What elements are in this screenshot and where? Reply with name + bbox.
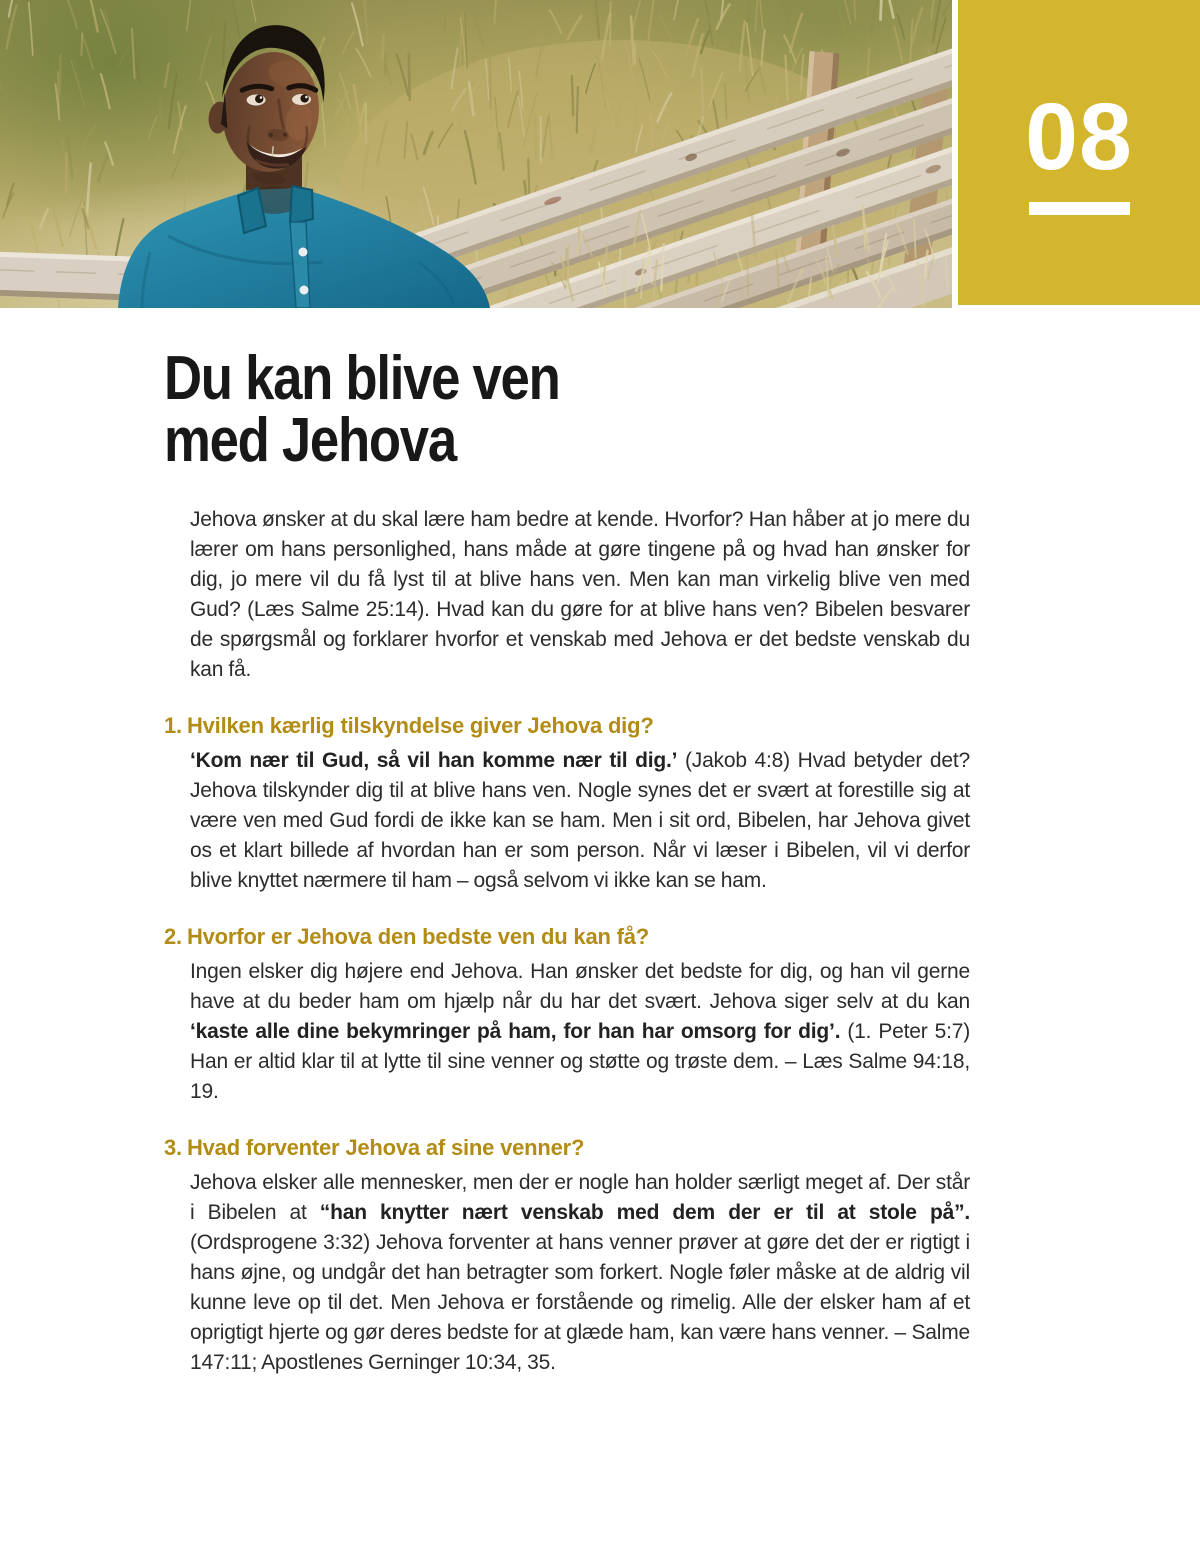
page-title-line-2: med Jehova — [164, 406, 456, 475]
question-1-text: Hvilken kærlig tilskyndelse giver Jehova dig? — [186, 713, 654, 738]
question-3-text: Hvad forventer Jehova af sine venner? — [186, 1135, 585, 1160]
intro-paragraph: Jehova ønsker at du skal lære ham bedre at kende. Hvorfor? Han håber at jo mere du lærer om hans personlighed, hans måde at gøre tingene på og hvad han ønsker for dig, jo mere vil du få lyst til at blive hans ven. Men kan man virkelig blive ven med Gud? (Læs Salme 25:14). Hvad kan du gøre for at blive hans ven? Bibelen besvarer de spørgsmål og forklarer hvorfor et venskab med Jehova er det bedste venskab du kan få. — [190, 508, 970, 681]
question-2-number: 2. — [164, 924, 182, 949]
polo-button — [300, 286, 309, 295]
hero-banner — [0, 0, 1200, 308]
lesson-number-badge — [958, 0, 1200, 305]
lesson-number: 08 — [1025, 84, 1133, 190]
question-1-number: 1. — [164, 713, 182, 738]
lesson-number-underline — [1029, 202, 1130, 215]
question-section-2 — [164, 923, 1200, 1107]
question-1-heading — [164, 712, 1200, 740]
question-section-1 — [164, 712, 1200, 896]
question-3-paragraph: Jehova elsker alle mennesker, men der er nogle han holder særligt meget af. Der står i Bibelen at “han knytter nært venskab med dem der er til at stole på”. (Ordsprogene 3:32) Jehova forventer at hans venner prøver at gøre det der er rigtigt i hans øjne, og undgår det han betragter som forkert. Nogle føler måske at de aldrig vil kunne leve op til det. Men Jehova er forstående og rimelig. Alle der elsker ham af et oprigtigt hjerte og gør deres bedste for at glæde ham, kan være hans venner. – Salme 147:11; Apostlenes Gerninger 10:34, 35. — [190, 1171, 971, 1374]
polo-collar-right — [290, 186, 313, 224]
page-title-line-1: Du kan blive ven — [164, 344, 560, 413]
question-section-3 — [164, 1134, 1200, 1378]
hero-photo-illustration — [0, 0, 952, 308]
question-2-paragraph: Ingen elsker dig højere end Jehova. Han ønsker det bedste for dig, og han vil gerne have at du beder ham om hjælp når du har det svært. Jehova siger selv at du kan ‘kaste alle dine bekymringer på ham, for han har omsorg for dig’. (1. Peter 5:7) Han er altid klar til at lytte til sine venner og støtte og trøste dem. – Læs Salme 94:18, 19. — [190, 960, 970, 1103]
question-3-number: 3. — [164, 1135, 182, 1160]
question-1-paragraph: ‘Kom nær til Gud, så vil han komme nær til dig.’ (Jakob 4:8) Hvad betyder det? Jehova tilskynder dig til at blive hans ven. Nogle synes det er svært at forestille sig at være ven med Gud fordi de ikke kan se ham. Men i sit ord, Bibelen, har Jehova givet os et klart billede af hvordan han er som person. Når vi læser i Bibelen, vil vi derfor blive knyttet nærmere til ham – også selvom vi ikke kan se ham. — [190, 749, 970, 892]
question-2-heading — [164, 923, 1200, 951]
question-3-heading — [164, 1134, 1200, 1162]
hero-photo — [0, 0, 952, 308]
polo-button — [299, 248, 308, 257]
question-2-text: Hvorfor er Jehova den bedste ven du kan få? — [186, 924, 650, 949]
lesson-content — [0, 308, 1200, 1378]
page-title — [164, 308, 1200, 475]
